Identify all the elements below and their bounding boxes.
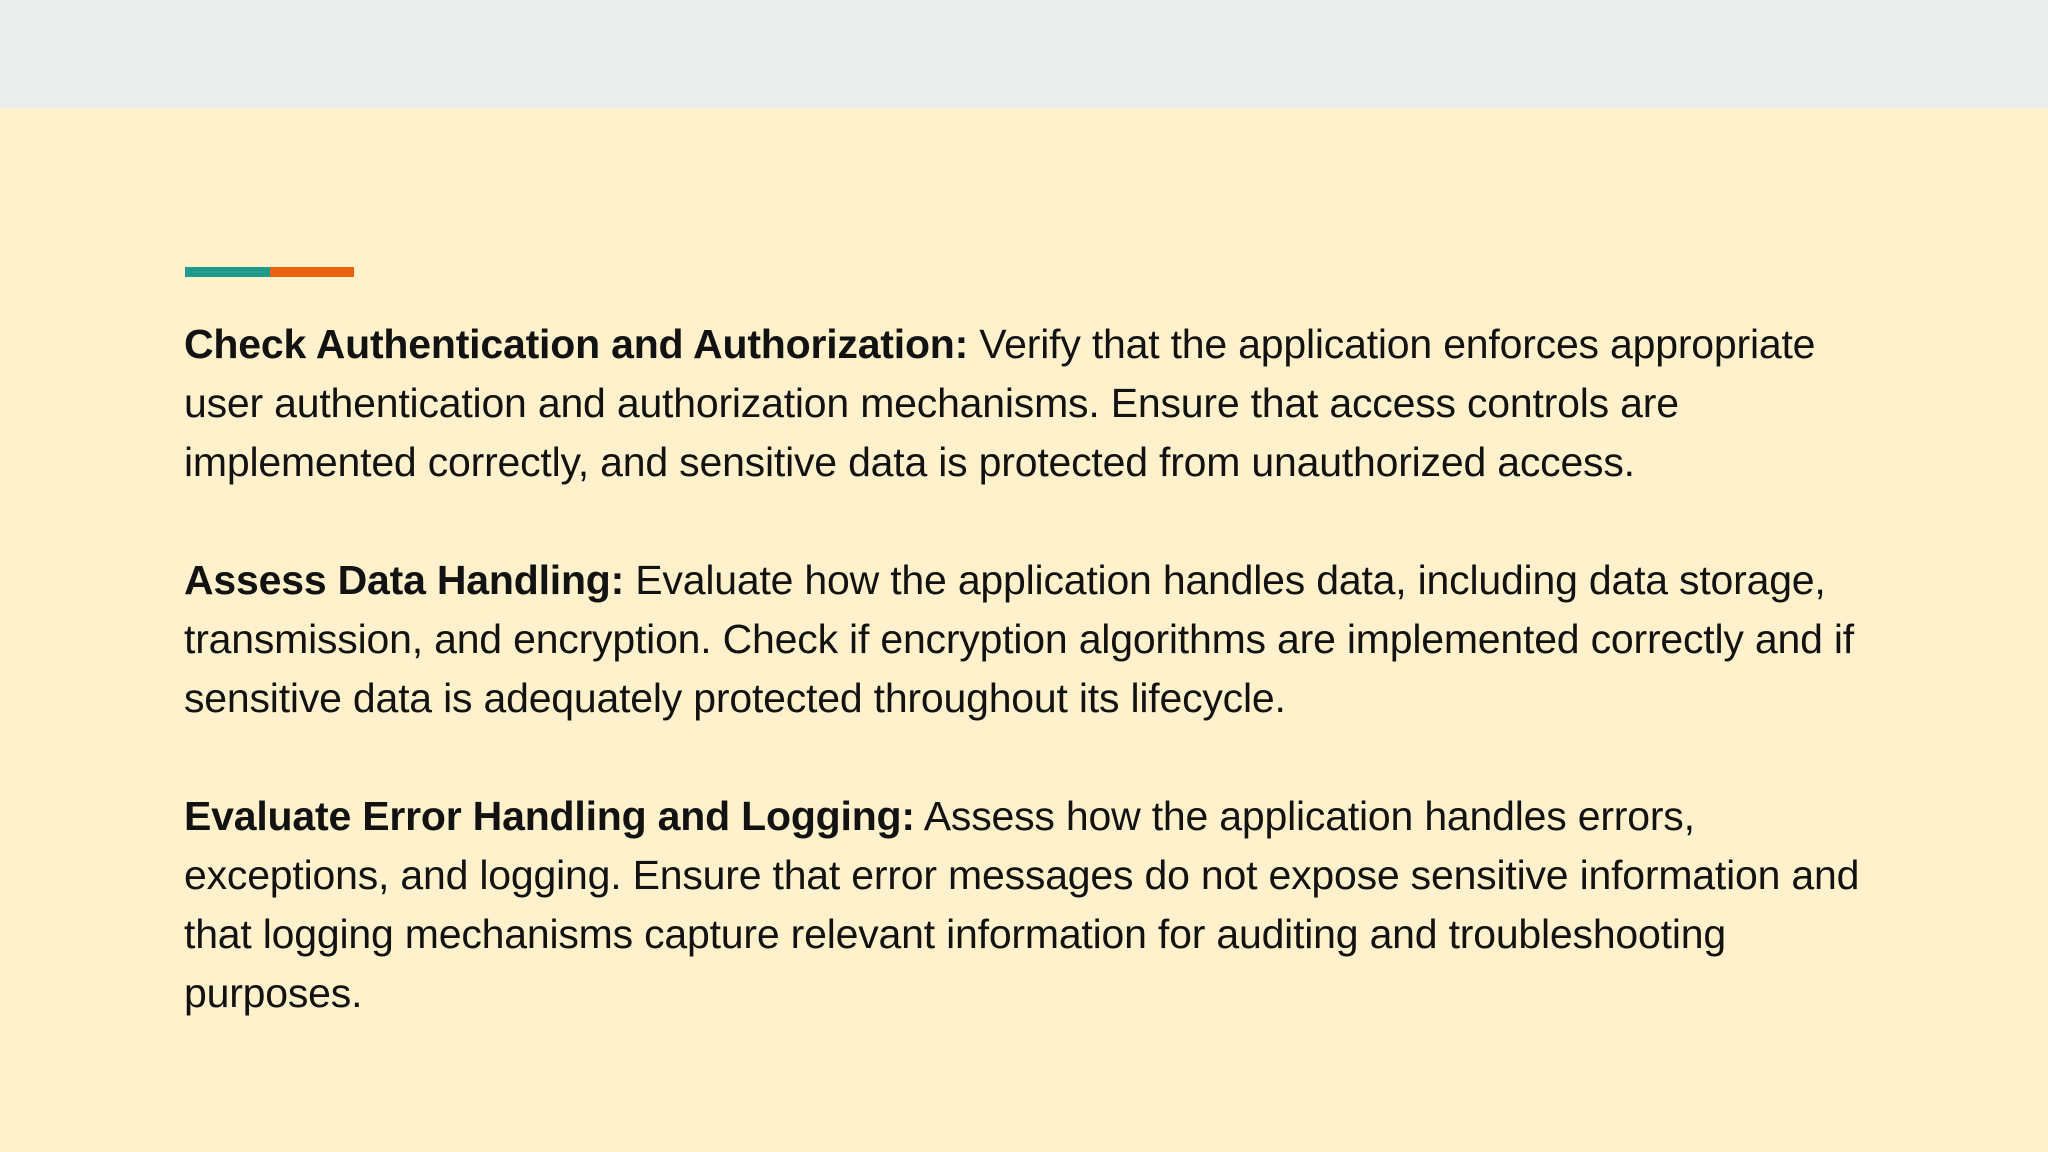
paragraph-text: Evaluate how the application handles data, including data storage, transmission, and encryption. Check if encryption algorithms are implemented correctly and if sensitive data is adequately protected throughout its lifecycle. bbox=[184, 557, 1854, 721]
paragraph-authentication bbox=[184, 315, 1894, 492]
paragraph-error-handling bbox=[184, 787, 1894, 1023]
accent-bar-teal bbox=[185, 267, 270, 277]
paragraph-text: Assess how the application handles errors, exceptions, and logging. Ensure that error messages do not expose sensitive information and that logging mechanisms capture relevant information for auditing and troubleshooting purposes. bbox=[184, 793, 1860, 1016]
accent-bar-orange bbox=[270, 267, 354, 277]
paragraph-label: Evaluate Error Handling and Logging: bbox=[184, 793, 915, 839]
paragraph-label: Assess Data Handling: bbox=[184, 557, 625, 603]
top-band bbox=[0, 0, 2048, 108]
paragraph-data-handling bbox=[184, 551, 1894, 728]
paragraph-text: Verify that the application enforces appropriate user authentication and authorization mechanisms. Ensure that access controls are implemented correctly, and sensitive data is protected from unauthorized access. bbox=[184, 321, 1816, 485]
slide-content bbox=[184, 315, 1894, 1082]
paragraph-label: Check Authentication and Authorization: bbox=[184, 321, 969, 367]
